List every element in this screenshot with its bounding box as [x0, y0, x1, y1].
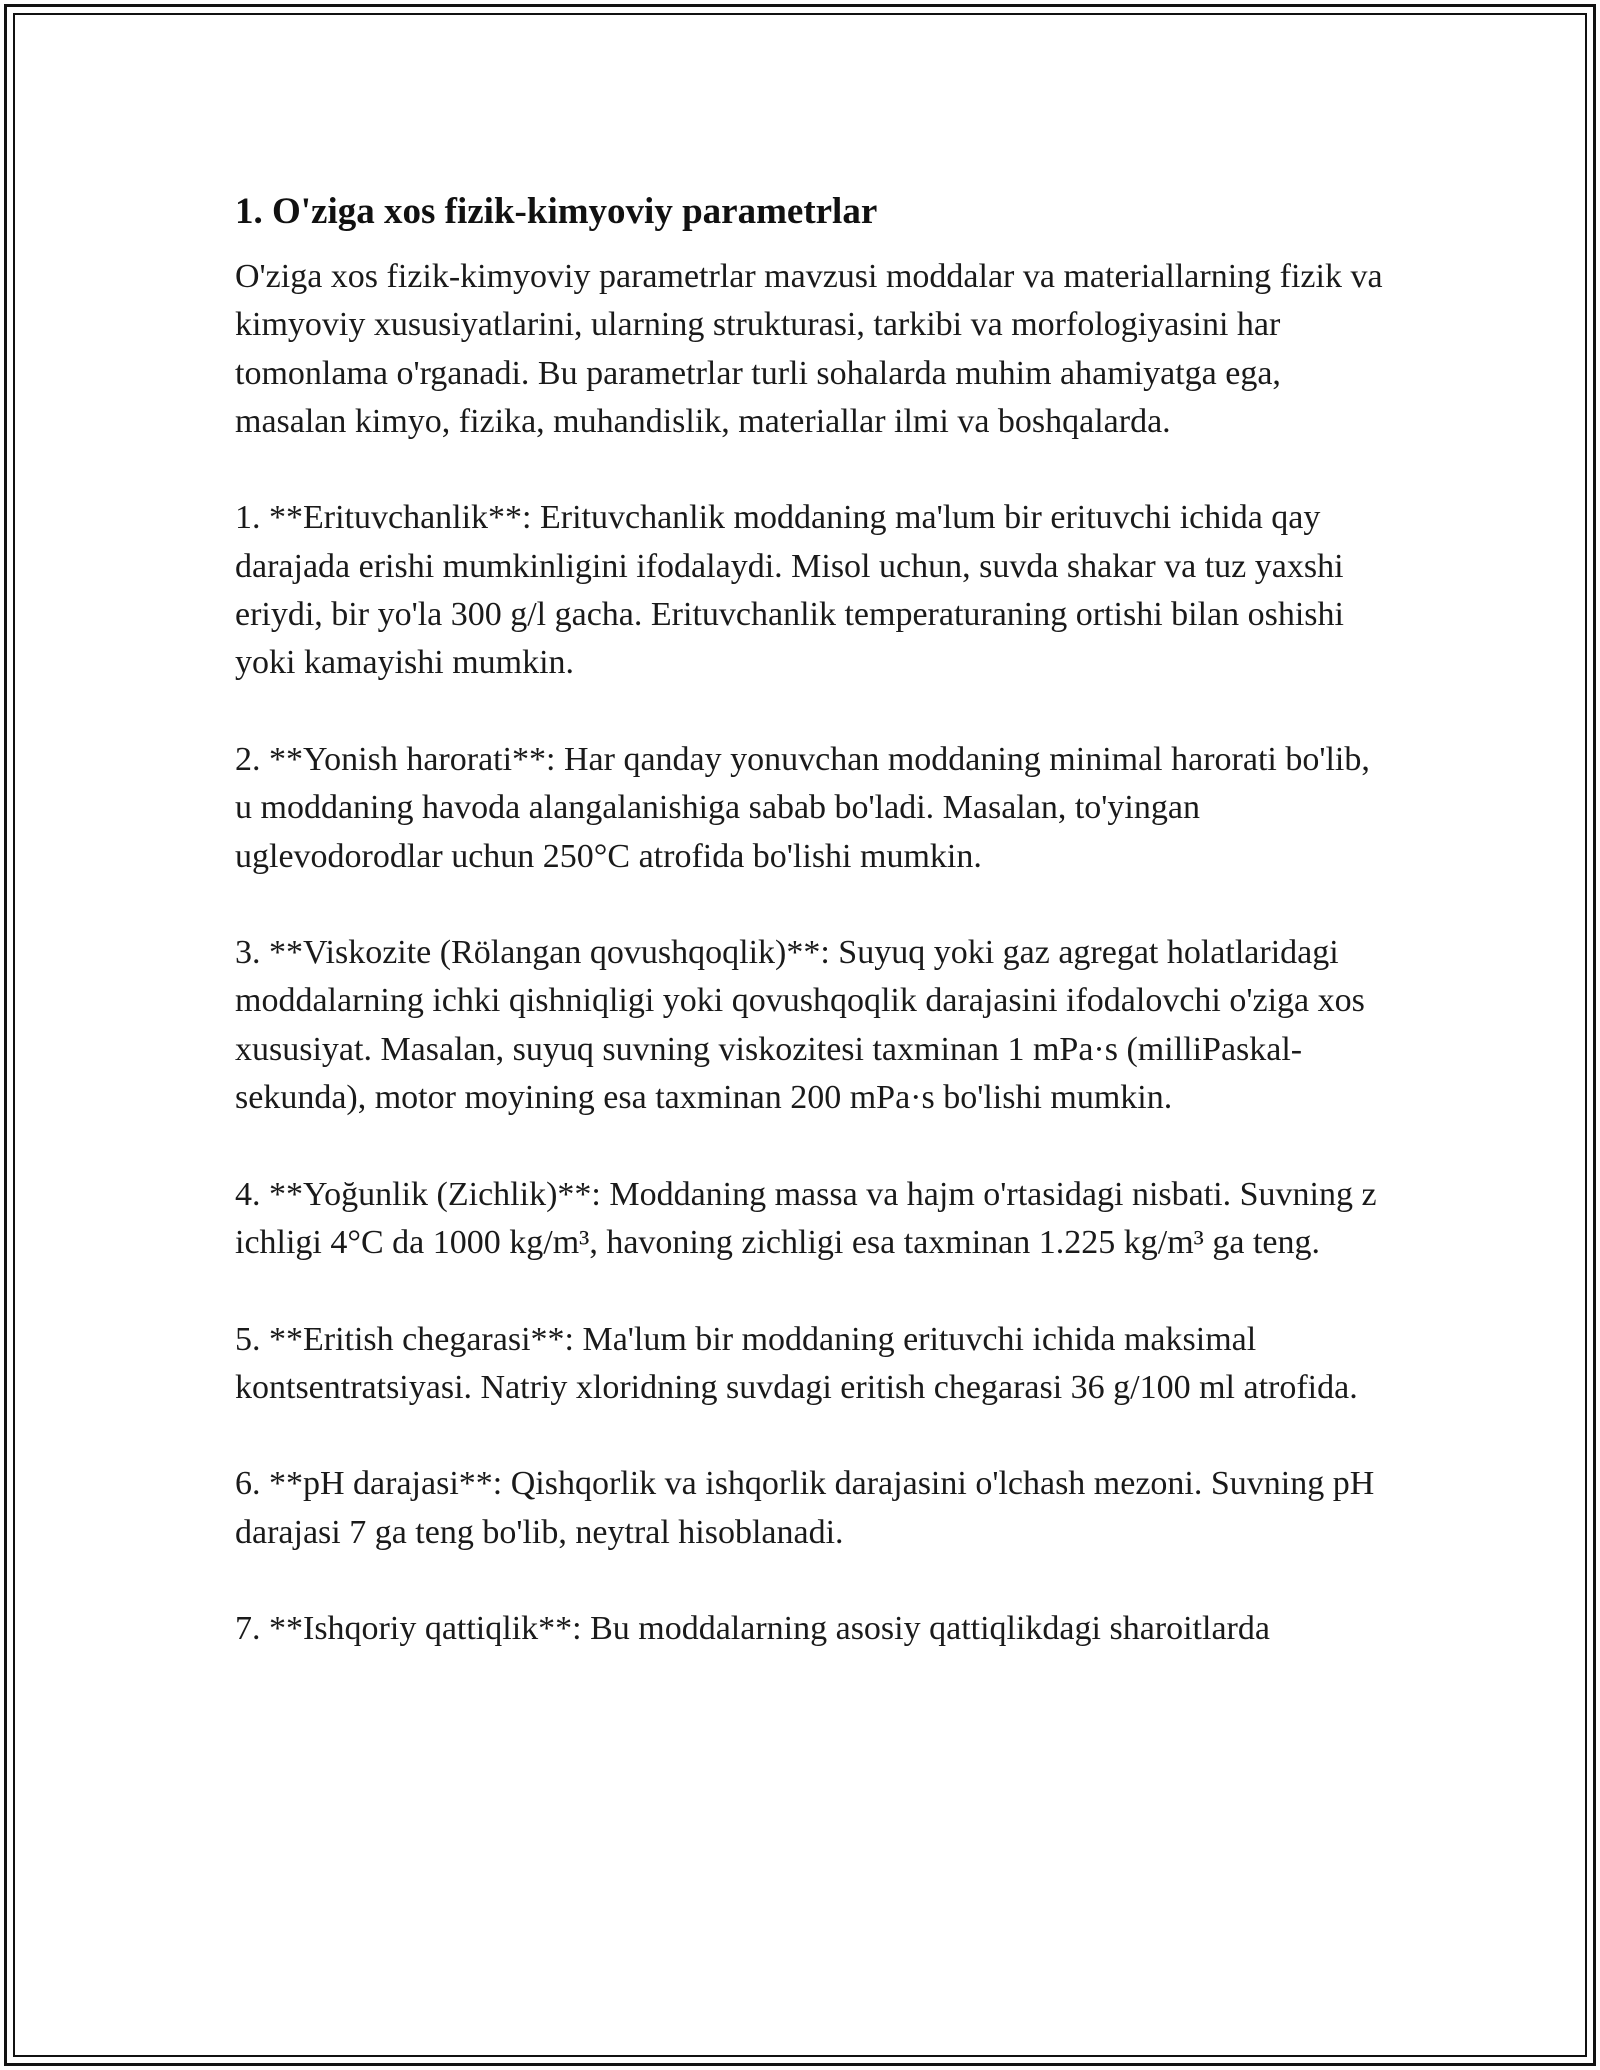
item-ishqoriy-qattiqlik: 7. **Ishqoriy qattiqlik**: Bu moddalarning asosiy qattiqlikdagi sharoitlarda — [235, 1610, 1270, 1648]
section-heading: 1. O'ziga xos fizik-kimyoviy parametrlar — [235, 191, 878, 232]
item-ph-darajasi: 6. **pH darajasi**: Qishqorlik va ishqorlik darajasini o'lchash mezoni. Suvning pH darajasi 7 ga teng bo'lib, neytral hisoblanadi. — [235, 1465, 1375, 1551]
item-eritish-chegarasi: 5. **Eritish chegarasi**: Ma'lum bir moddaning erituvchi ichida maksimal kontsentratsiyasi. Natriy xloridning suvdagi eritish chegarasi 36 g/100 ml atrofida. — [235, 1320, 1358, 1406]
intro-paragraph: O'ziga xos fizik-kimyoviy parametrlar mavzusi moddalar va materiallarning fizik va kimyoviy xususiyatlarini, ularning strukturasi, tarkibi va morfologiyasini har tomonlama o'rganadi. Bu parametrlar turli sohalarda muhim ahamiyatga ega, masalan kimyo, fizika, muhandislik, materiallar ilmi va boshqalarda. — [235, 258, 1383, 440]
item-erituvchanlik: 1. **Erituvchanlik**: Erituvchanlik moddaning ma'lum bir erituvchi ichida qay darajada erishi mumkinligini ifodalaydi. Misol uchun, suvda shakar va tuz yaxshi eriydi, bir yo'la 300 g/l gacha. Erituvchanlik temperaturaning ortishi bilan oshishi yoki kamayishi mumkin. — [235, 499, 1344, 682]
item-viskozite: 3. **Viskozite (Rölangan qovushqoqlik)**: Suyuq yoki gaz agregat holatlaridagi moddalarning ichki qishniqligi yoki qovushqoqlik darajasini ifodalovchi o'ziga xos xususiyat. Masalan, suyuq suvning viskozitesi taxminan 1 mPa·s (milliPaskal-sekunda), motor moyining esa taxminan 200 mPa·s bo'lishi mumkin. — [235, 934, 1365, 1117]
item-zichlik: 4. **Yoğunlik (Zichlik)**: Moddaning massa va hajm o'rtasidagi nisbati. Suvning z ichligi 4°C da 1000 kg/m³, havoning zichligi esa taxminan 1.225 kg/m³ ga teng. — [235, 1175, 1377, 1261]
document-body — [235, 185, 1385, 1702]
item-yonish-harorati: 2. **Yonish harorati**: Har qanday yonuvchan moddaning minimal harorati bo'lib, u moddaning havoda alangalanishiga sabab bo'ladi. Masalan, to'yingan uglevodorodlar uchun 250°C atrofida bo'lishi mumkin. — [235, 740, 1370, 875]
